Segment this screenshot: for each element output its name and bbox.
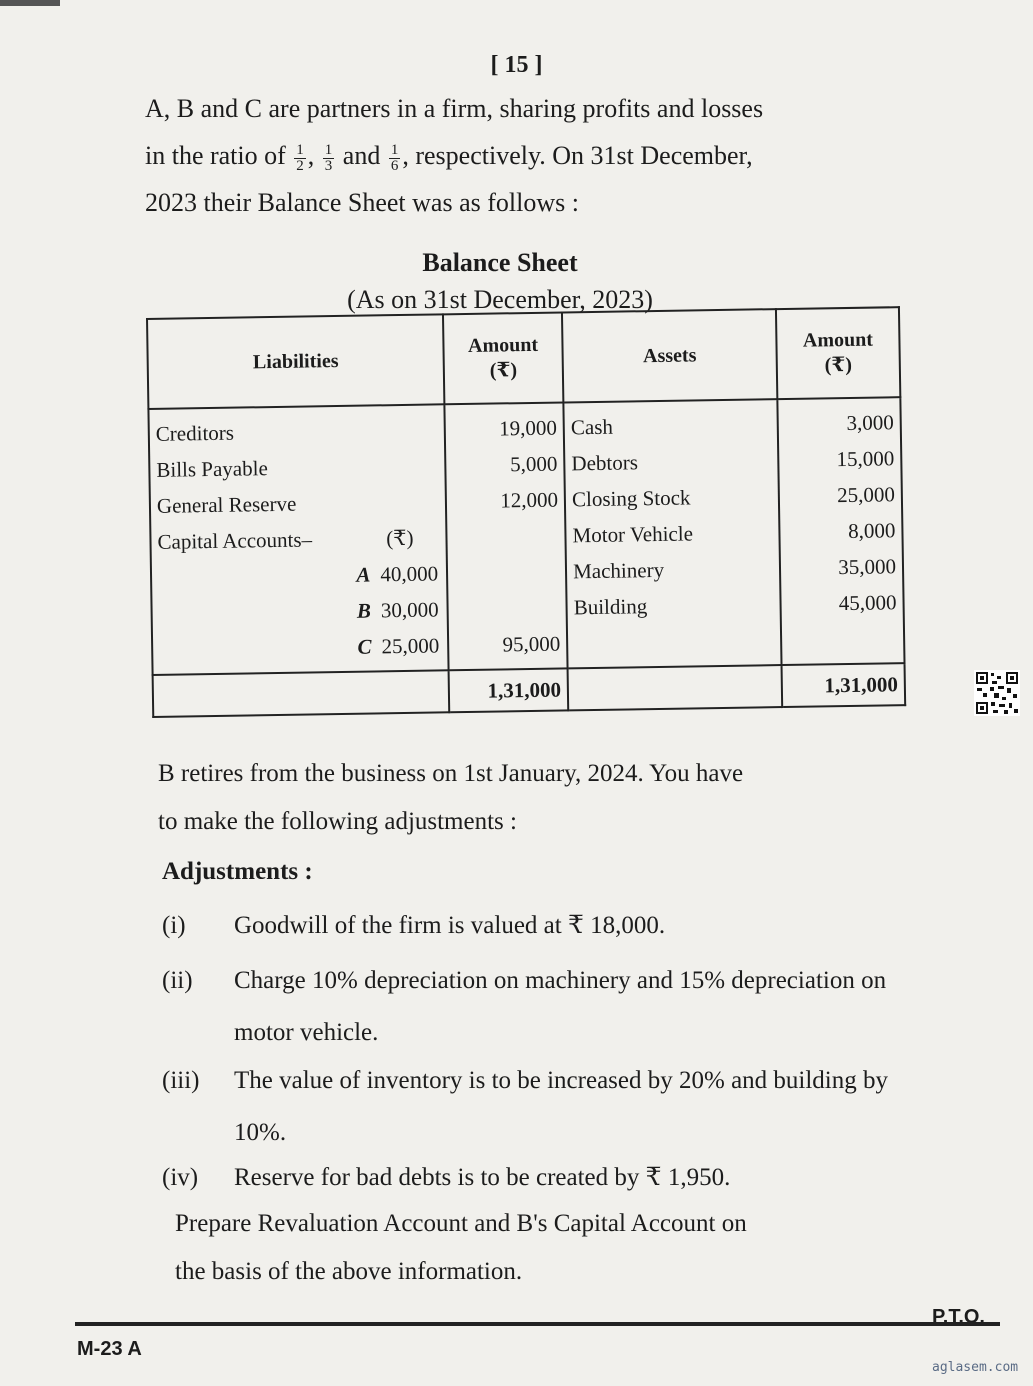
page-number: [ 15 ] bbox=[490, 52, 543, 78]
asset-debtors: Debtors bbox=[571, 450, 639, 476]
total-assets: 1,31,000 bbox=[782, 663, 906, 707]
scan-edge bbox=[0, 0, 60, 6]
paper-code: M-23 A bbox=[77, 1338, 142, 1360]
capital-a: A 40,000 bbox=[356, 561, 439, 587]
qr-code-icon bbox=[974, 670, 1020, 716]
liability-general-reserve: General Reserve bbox=[156, 491, 297, 518]
asset-motor-vehicle: Motor Vehicle bbox=[572, 521, 694, 548]
liability-creditors: Creditors bbox=[155, 420, 235, 446]
capital-accounts-label: Capital Accounts– (₹) bbox=[157, 525, 414, 554]
watermark: aglasem.com bbox=[932, 1360, 1019, 1375]
fraction-b: $\frac{1}{3}$ bbox=[324, 141, 333, 174]
adjustment-iv: (iv) Reserve for bad debts is to be created by ₹ 1,950. bbox=[162, 1164, 731, 1191]
balance-sheet-table bbox=[146, 306, 906, 718]
intro-line-1: A, B and C are partners in a firm, sharing profits and losses bbox=[145, 94, 764, 123]
balance-sheet-title: Balance Sheet bbox=[422, 248, 578, 277]
asset-building: Building bbox=[573, 594, 648, 620]
adjustments-heading: Adjustments : bbox=[162, 858, 313, 885]
fraction-a: $\frac{1}{2}$ bbox=[296, 141, 304, 174]
capital-c: C 25,000 bbox=[357, 633, 440, 659]
table-body-row bbox=[148, 397, 904, 675]
liabilities-amount-cell: 19,000 5,000 12,000 95,000 bbox=[444, 402, 567, 670]
adjustment-i: (i) Goodwill of the firm is valued at ₹ 18,000. bbox=[162, 912, 666, 939]
header-amount-assets: Amount (₹) bbox=[776, 307, 900, 399]
intro-line-2: in the ratio of $\frac{1}{2}$ , $\frac{1}{3}$ and $\frac{1}{6}$ , respectively. On 31st December, bbox=[145, 141, 753, 174]
total-liabilities: 1,31,000 bbox=[449, 668, 569, 712]
pto-label: P.T.O. bbox=[932, 1306, 985, 1328]
capital-total: 95,000 bbox=[502, 631, 561, 657]
capital-b: B 30,000 bbox=[356, 597, 439, 623]
liability-bills-payable: Bills Payable bbox=[156, 456, 268, 482]
retirement-text: B retires from the business on 1st January, 2024. You have to make the following adjustments : bbox=[158, 760, 744, 835]
table-header-row bbox=[147, 307, 900, 409]
fraction-c: $\frac{1}{6}$ bbox=[390, 141, 399, 174]
asset-machinery: Machinery bbox=[572, 557, 665, 584]
adjustment-iii: (iii) The value of inventory is to be increased by 20% and building by 10%. bbox=[162, 1067, 889, 1146]
asset-closing-stock: Closing Stock bbox=[571, 485, 691, 512]
asset-cash: Cash bbox=[570, 414, 614, 440]
header-liabilities: Liabilities bbox=[147, 314, 444, 409]
intro-line-3: 2023 their Balance Sheet was as follows : bbox=[145, 188, 579, 217]
question-intro bbox=[145, 85, 890, 226]
header-amount-liabilities: Amount (₹) bbox=[443, 312, 563, 404]
header-assets: Assets bbox=[562, 309, 777, 402]
balance-sheet-subtitle: (As on 31st December, 2023) bbox=[347, 285, 653, 314]
liabilities-cell bbox=[148, 404, 448, 675]
assets-cell bbox=[563, 399, 781, 668]
adjustment-ii: (ii) Charge 10% depreciation on machinery and 15% depreciation on motor vehicle. bbox=[162, 967, 887, 1046]
footer-rule bbox=[75, 1322, 1000, 1326]
instruction-text: Prepare Revaluation Account and B's Capital Account on the basis of the above information. bbox=[175, 1210, 747, 1285]
assets-amount-cell: 3,000 15,000 25,000 8,000 35,000 45,000 bbox=[777, 397, 904, 665]
